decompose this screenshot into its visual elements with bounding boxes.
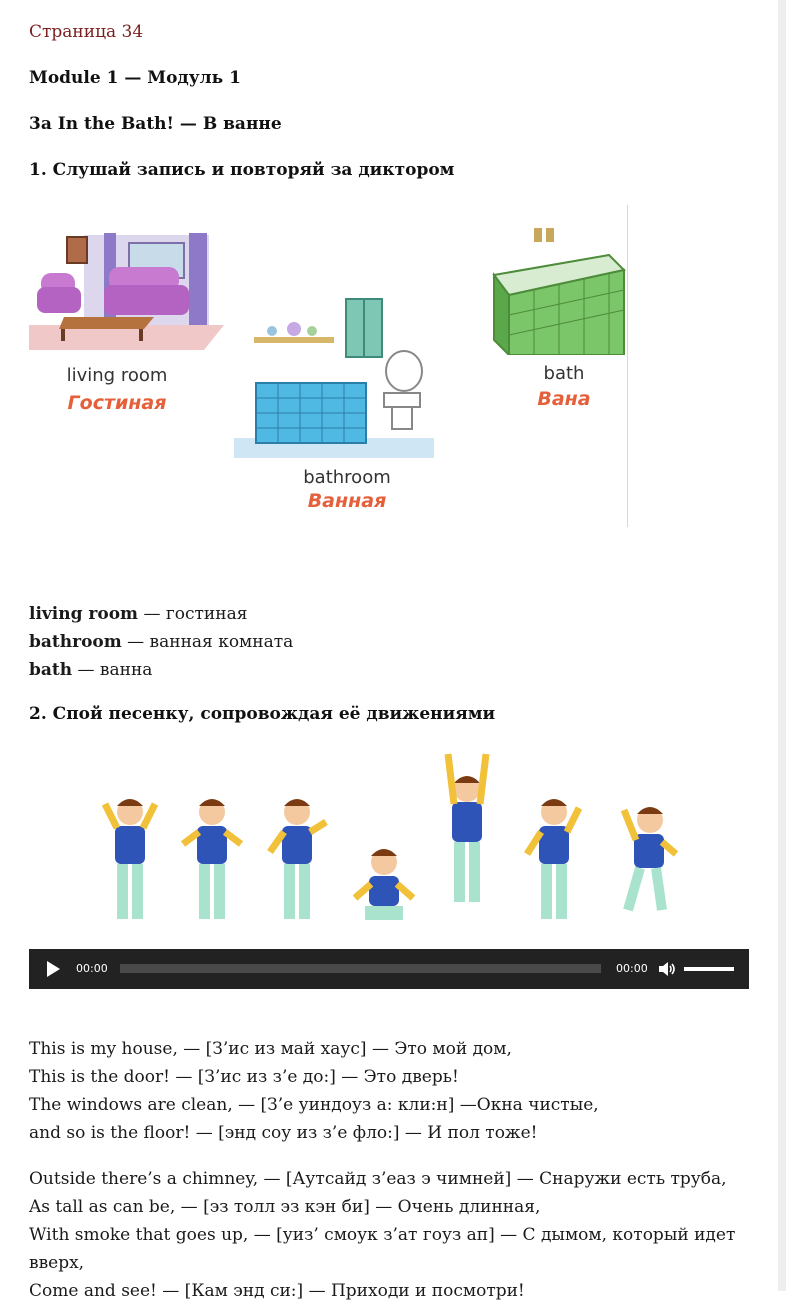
task-1-heading: 1. Слушай запись и повторяй за диктором <box>29 160 455 180</box>
vocab-word: bathroom <box>29 632 122 652</box>
room-label-en: bathroom <box>303 467 391 488</box>
living-room-picture <box>29 225 224 360</box>
room-label-ru: Вана <box>537 388 591 410</box>
vocab-word: living room <box>29 604 139 624</box>
task-2-heading: 2. Спой песенку, сопровождая её движениями <box>29 704 496 724</box>
room-label-ru: Ванная <box>307 490 387 512</box>
rooms-illustration <box>29 205 629 527</box>
room-label-en: living room <box>66 365 168 386</box>
seek-bar[interactable] <box>120 964 601 973</box>
vocab-translation: — ванна <box>72 660 153 680</box>
bathroom-picture <box>234 293 434 458</box>
lyrics-verse-1 <box>29 1035 599 1147</box>
lyric-line: This is the door! — [З’ис из з’е до:] — Это дверь! <box>29 1067 459 1087</box>
volume-icon[interactable] <box>657 959 677 979</box>
vocab-item <box>29 600 293 628</box>
vocab-translation: — ванная комната <box>121 632 294 652</box>
audio-player <box>29 949 749 989</box>
lyric-line: Outside there’s a chimney, — [Аутсайд з’еаз э чимней] — Снаружи есть труба, <box>29 1169 727 1189</box>
lyrics-verse-2 <box>29 1165 759 1305</box>
bath-picture <box>464 220 629 355</box>
vocab-item <box>29 628 293 656</box>
lyric-line: The windows are clean, — [З’е уиндоуз а: кли:н] —Окна чистые, <box>29 1095 599 1115</box>
lyric-line: and so is the floor! — [энд соу из з’е фло:] — И пол тоже! <box>29 1123 538 1143</box>
vocab-translation: — гостиная <box>138 604 248 624</box>
play-button[interactable] <box>47 961 60 977</box>
volume-slider[interactable] <box>684 967 734 971</box>
lyric-line: As tall as can be, — [эз толл эз кэн би] — Очень длинная, <box>29 1197 541 1217</box>
vocab-item <box>29 656 293 684</box>
page-edge <box>778 0 786 1291</box>
lyric-line: With smoke that goes up, — [уиз’ смоук з’ат гоуз ап] — С дымом, который идет вверх, <box>29 1225 736 1273</box>
boy-figure <box>105 754 676 920</box>
lyric-line: Come and see! — [Кам энд си:] — Приходи и посмотри! <box>29 1281 525 1301</box>
room-label-ru: Гостиная <box>67 392 167 414</box>
duration-time: 00:00 <box>616 962 648 975</box>
song-movements-picture <box>97 744 697 934</box>
lyric-line: This is my house, — [З’ис из май хаус] — Это мой дом, <box>29 1039 512 1059</box>
current-time: 00:00 <box>76 962 108 975</box>
vocabulary-list <box>29 600 293 684</box>
vocab-word: bath <box>29 660 73 680</box>
lesson-title: 3a In the Bath! — В ванне <box>29 114 282 134</box>
module-title: Module 1 — Модуль 1 <box>29 68 241 88</box>
illustration-edge <box>627 205 628 527</box>
room-label-en: bath <box>543 363 585 384</box>
page-label: Страница 34 <box>29 22 144 42</box>
